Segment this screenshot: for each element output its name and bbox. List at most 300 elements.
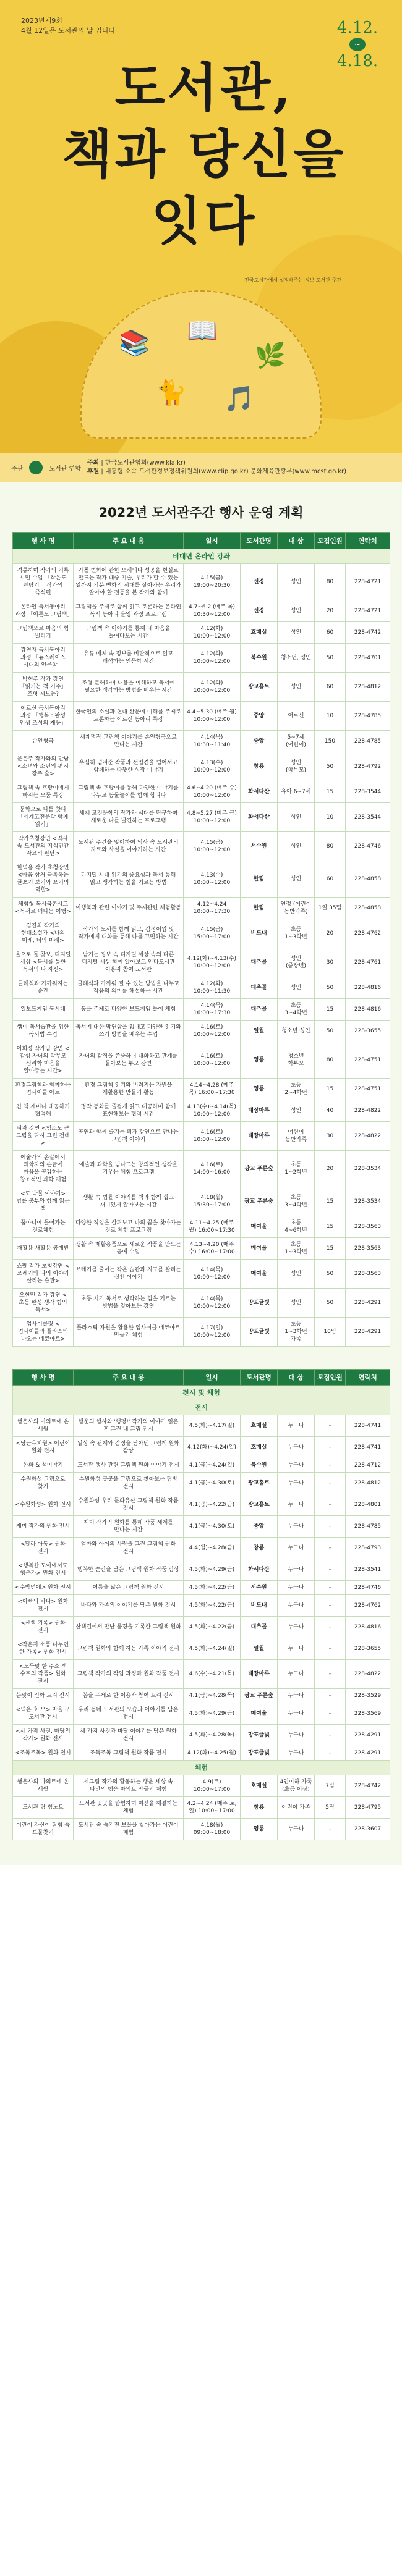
table-cell: 그림책 원화와 함께 하는 가족 이야기 전시 — [74, 1638, 184, 1660]
column-header: 모집인원 — [315, 533, 346, 549]
table-row — [13, 1437, 390, 1458]
table-cell: 광교홀트 — [241, 673, 278, 702]
column-header: 일시 — [184, 1370, 241, 1386]
table-cell: 영통 — [241, 1819, 278, 1840]
table-cell: 다양한 직업을 살펴보고 나의 꿈을 찾아가는 진로 체험 프로그램 — [74, 1216, 184, 1238]
table-row — [13, 999, 390, 1021]
table-cell: 4.6(수)~4.21(목) — [184, 1660, 241, 1689]
table-cell: 30 — [315, 1122, 346, 1151]
table-cell: - — [315, 1415, 346, 1437]
table-cell: 4.8~5.27 (매주 금) 10:00~12:00 — [184, 803, 241, 832]
table-cell: 4.12(화)~4.13(수) 10:00~12:00 — [184, 948, 241, 977]
table-row — [13, 1581, 390, 1595]
table-row — [13, 1122, 390, 1151]
table-cell: 4.6~4.20 (매주 수) 10:00~12:00 — [184, 781, 241, 803]
table-cell: 50 — [315, 1289, 346, 1318]
table-cell: 4.12(화) 10:00~11:30 — [184, 977, 241, 999]
table-cell: 성인 — [278, 1100, 315, 1122]
table-cell: 10 — [315, 702, 346, 731]
table-row — [13, 1238, 390, 1260]
table-cell: 7팀 — [315, 1775, 346, 1797]
table-cell: 초등 시기 독서로 생각하는 힘을 기르는 방법을 알아보는 강연 — [74, 1289, 184, 1318]
table-row — [13, 1819, 390, 1840]
table-cell: 청소년 성인 — [278, 1021, 315, 1042]
table-cell: 누구나 — [278, 1494, 315, 1516]
table-cell: 228-4712 — [346, 1458, 390, 1473]
table-cell: 손인형극 — [13, 731, 74, 752]
table-cell: 228-4291 — [346, 1289, 390, 1318]
table-cell: 초등 3~4학년 — [278, 999, 315, 1021]
table-cell: 화서다산 — [241, 803, 278, 832]
table-row — [13, 600, 390, 622]
table-cell: 누구나 — [278, 1473, 315, 1494]
table-cell: 쓰레기를 줄이는 작은 습관과 지구를 살리는 실천 이야기 — [74, 1260, 184, 1289]
table-cell: 그림책 속 이야기를 통해 내 마음을 들여다보는 시간 — [74, 622, 184, 644]
table-row — [13, 1289, 390, 1318]
table-cell: 태장마루 — [241, 1100, 278, 1122]
table-row — [13, 1458, 390, 1473]
table-cell: 화서다산 — [241, 781, 278, 803]
table-cell: <세 가지 사진, 마당의 작가> 원화 전시 — [13, 1725, 74, 1746]
table-cell: 창룡 — [241, 752, 278, 781]
table-cell: 태장마루 — [241, 1122, 278, 1151]
table-cell: 4.5(화)~4.28(목) — [184, 1725, 241, 1746]
table-cell: 누구나 — [278, 1617, 315, 1638]
table-cell: 어린이 동반가족 — [278, 1122, 315, 1151]
table-cell: 가톨 변화에 관한 오래되다 성공을 현실로 만드는 작가 대중 기술, 우리가 할 수 있는 일까지 기분 변화의 시대를 살아가는 우리가 알아야 할 전등을 본 작가와 함께 — [74, 564, 184, 600]
table-cell: 광교 푸른숲 — [241, 1689, 278, 1703]
table-cell: 광교홀트 — [241, 1473, 278, 1494]
table-cell: 일월 — [241, 1638, 278, 1660]
table-cell: 4.12~4.24 10:00~17:30 — [184, 898, 241, 919]
table-cell: 연령 (어린이 동반가족) — [278, 898, 315, 919]
column-header: 모집인원 — [315, 1370, 346, 1386]
table-cell: 4.5(화)~4.24(일) — [184, 1638, 241, 1660]
table-cell: 버드내 — [241, 1595, 278, 1617]
table-cell: 228-3534 — [346, 1187, 390, 1216]
table-row — [13, 1746, 390, 1761]
table-cell: 행운의 행사와 '행펑!' 작가의 이야기 읽은 후 그린 내 그림 전시 — [74, 1415, 184, 1437]
table-cell: 성인 — [278, 673, 315, 702]
table-cell: 남기는 정보 속 디지털 세상 속의 다른 디지털 세상 함께 알아보고 안다도서관 이용자 참여 도서관 — [74, 948, 184, 977]
date-start: 4.12. — [336, 19, 378, 37]
table-cell: 4.9(토) 10:00~17:00 — [184, 1775, 241, 1797]
table-cell: 228-3563 — [346, 1260, 390, 1289]
table-cell: 피자 강연 <염소도 큰 그림을 다시 그린 건데> — [13, 1122, 74, 1151]
table-cell: 매여울 — [241, 1703, 278, 1725]
table-row — [13, 702, 390, 731]
table-cell: 온라인 독서동아리 과정 「어른도 그림책」 — [13, 600, 74, 622]
table-row — [13, 1415, 390, 1437]
table-cell: - — [315, 1494, 346, 1516]
table-cell: 누구나 — [278, 1725, 315, 1746]
table-cell: 일상 속 관계와 감정을 담아낸 그림책 원화 감상 — [74, 1437, 184, 1458]
table-cell: 4.5(화)~4.22(금) — [184, 1595, 241, 1617]
table-row — [13, 1042, 390, 1079]
group-label: 비대면 온라인 강좌 — [13, 549, 390, 564]
table-row — [13, 1100, 390, 1122]
table-cell: - — [315, 1660, 346, 1689]
table-cell: 4.14(목) 10:00~12:00 — [184, 1260, 241, 1289]
table-cell: - — [315, 1725, 346, 1746]
table-cell: 4.7~6.2 (매주 목) 10:30~12:00 — [184, 600, 241, 622]
table-cell: 성인 — [278, 861, 315, 898]
table-cell: - — [315, 1559, 346, 1581]
table-cell: 60 — [315, 622, 346, 644]
table-row — [13, 1216, 390, 1238]
group-label: 전시 및 체험 — [13, 1386, 390, 1400]
table-cell: 산책길에서 만난 풍경을 기록한 그림책 원화 — [74, 1617, 184, 1638]
table-cell: 재미 작가의 원화를 통해 작품 세계를 만나는 시간 — [74, 1516, 184, 1538]
table-row — [13, 1516, 390, 1538]
table-cell: <작은지 소풍 나누던 한 가족> 원화 전시 — [13, 1638, 74, 1660]
table-cell: 60 — [315, 861, 346, 898]
table-cell: 망포글빛 — [241, 1289, 278, 1318]
table-cell: - — [315, 1437, 346, 1458]
table-cell: 성인 (중장년) — [278, 948, 315, 977]
table-cell: 선경 — [241, 564, 278, 600]
table-cell: 호매실 — [241, 1437, 278, 1458]
table-cell: 생활 속 재활용품으로 새로운 작품을 만드는 공예 수업 — [74, 1238, 184, 1260]
schedule-title: 2022년 도서관주간 행사 운영 계획 — [98, 505, 304, 520]
table-cell: 228-4746 — [346, 832, 390, 861]
table-cell: 20 — [315, 1151, 346, 1187]
table-cell: <덕은 호 오> 마을 구 도서관 전시 — [13, 1703, 74, 1725]
table-cell: 초등 2~4학년 — [278, 1079, 315, 1100]
table-cell: 초등 1~3학년 — [278, 1238, 315, 1260]
table-cell: 80 — [315, 832, 346, 861]
table-cell: 4인이하 가족 (초등 이상) — [278, 1775, 315, 1797]
table-cell: 4.12(화) 10:00~12:00 — [184, 622, 241, 644]
table-cell: 매여울 — [241, 1238, 278, 1260]
table-cell: 클래식과 가까워 질 수 있는 방법을 나누고 작품의 의미를 해설하는 시간 — [74, 977, 184, 999]
table-cell: 4.1(금)~4.22(금) — [184, 1494, 241, 1516]
table-cell: 성인 — [278, 832, 315, 861]
table-cell: 4.5(화)~4.29(금) — [184, 1703, 241, 1725]
table-cell: 대추골 — [241, 948, 278, 977]
table-cell: 4.15(금) 15:00~17:00 — [184, 919, 241, 948]
column-header: 주 요 내 용 — [74, 533, 184, 549]
table-cell: 228-4858 — [346, 861, 390, 898]
table-group-row — [13, 549, 390, 564]
table-cell: 15 — [315, 781, 346, 803]
table-cell: 4.13(수)~4.14(목) 10:00~12:00 — [184, 1100, 241, 1122]
table-row — [13, 1559, 390, 1581]
table-cell: 228-4822 — [346, 1122, 390, 1151]
column-header: 연락처 — [346, 533, 390, 549]
table-cell: 228-4721 — [346, 564, 390, 600]
table-cell: <산책 기록> 원화 전시 — [13, 1617, 74, 1638]
table-cell: 4.13~4.20 (매주 수) 16:00~17:00 — [184, 1238, 241, 1260]
table-cell: 80 — [315, 1042, 346, 1079]
table-cell: 누구나 — [278, 1415, 315, 1437]
table-cell: 4.15(금) 10:00~12:00 — [184, 832, 241, 861]
poster-subline: 전국도서관에서 설정해주는 정보 도서관 주간 — [244, 277, 342, 283]
table-cell: 예술가의 손끝에서 과학자의 손끝에 마음울 공감하는 창조적인 과학 체험 — [13, 1151, 74, 1187]
table-cell: 플라스틱 자원을 활용한 업사이클 에코아트 만들기 체험 — [74, 1318, 184, 1347]
table-cell: 4.18(월) 09:00~18:00 — [184, 1819, 241, 1840]
table-cell: 공연과 함께 즐기는 피자 강연으로 만나는 그림책 이야기 — [74, 1122, 184, 1151]
table-cell: 수원화성 그림으로 찾기 — [13, 1473, 74, 1494]
table-cell: 버드내 — [241, 919, 278, 948]
table-cell: 4.13(수) 10:00~12:00 — [184, 752, 241, 781]
schedule-section — [0, 482, 402, 1865]
table-cell: 한덕용 작가 초청강연 <마음 상처 극복하는 글쓰기 보기와 쓰기의 역할> — [13, 861, 74, 898]
table-cell: 228-4761 — [346, 948, 390, 977]
table-cell: 228-4742 — [346, 1775, 390, 1797]
table-cell: 서수원 — [241, 832, 278, 861]
table-cell: - — [315, 1581, 346, 1595]
table-cell: 광교 푸른숲 — [241, 1151, 278, 1187]
table-cell: 세 가지 사진과 마당 이야기를 담은 원화 전시 — [74, 1725, 184, 1746]
column-header: 도서관명 — [241, 1370, 278, 1386]
table-cell: 누구나 — [278, 1538, 315, 1559]
table-cell: 광교 푸른숲 — [241, 1187, 278, 1216]
table-cell: 4.5(화)~4.22(금) — [184, 1617, 241, 1638]
table-cell: 중앙 — [241, 702, 278, 731]
table-cell: 4.14(목) 10:00~12:00 — [184, 1289, 241, 1318]
table-cell: 228-4785 — [346, 702, 390, 731]
table-cell: 우리 동네 도서관의 모습과 이야기를 담은 전시 — [74, 1703, 184, 1725]
table-row — [13, 622, 390, 644]
table-cell: 도서관 탐 험노트 — [13, 1797, 74, 1819]
table-cell: 228-4822 — [346, 1100, 390, 1122]
table-cell: 228-4721 — [346, 600, 390, 622]
table-cell: 대추골 — [241, 999, 278, 1021]
table-cell: 228-4746 — [346, 1581, 390, 1595]
table-cell: 화서다산 — [241, 1559, 278, 1581]
table-cell: 여행북과 관련 이야기 및 주제관련 체험활동 — [74, 898, 184, 919]
table-cell: 4.2~4.24 (매주 토, 일) 10:00~17:00 — [184, 1797, 241, 1819]
table-cell: 그림책 작가의 작업 과정과 원화 작품 전시 — [74, 1660, 184, 1689]
table-cell: 세그림 작가의 활동하는 행운 세상 속 나만의 행운 마의트 만들기 체험 — [74, 1775, 184, 1797]
table-cell: 4.13(수) 10:00~12:00 — [184, 861, 241, 898]
table-cell: - — [315, 1473, 346, 1494]
table-cell: 228-3607 — [346, 1819, 390, 1840]
music-icon: 🎵 — [224, 385, 255, 413]
table-cell: 수원화성 곳곳을 그림으로 찾아보는 탐방 전시 — [74, 1473, 184, 1494]
table-cell: 228-4822 — [346, 1660, 390, 1689]
table-row — [13, 948, 390, 977]
table-cell: 4.17(일) 10:00~12:00 — [184, 1318, 241, 1347]
organizer-info: 주최 | 한국도서관협회(www.kla.kr) 후원 | 대통령 소속 도서관정보정책위원회(www.clip.go.kr) 문화체육관광부(www.mcst.go.kr) — [87, 460, 347, 475]
table-row — [13, 898, 390, 919]
table-cell: 4.16(토) 14:00~16:00 — [184, 1151, 241, 1187]
table-row — [13, 1775, 390, 1797]
table-row — [13, 1638, 390, 1660]
table-cell: 봄맞이 인화 트리 전시 — [13, 1689, 74, 1703]
table-cell: 228-4785 — [346, 1516, 390, 1538]
table-row — [13, 1079, 390, 1100]
table-cell: 누구나 — [278, 1458, 315, 1473]
table-cell: 228-4793 — [346, 1538, 390, 1559]
table-cell: 10 — [315, 803, 346, 832]
event-poster — [0, 0, 402, 482]
table-cell: 228-4291 — [346, 1725, 390, 1746]
table-cell: 50 — [315, 644, 346, 673]
table-cell: 228-3544 — [346, 803, 390, 832]
table-cell: 228-4751 — [346, 1079, 390, 1100]
table-cell: 228-4741 — [346, 1437, 390, 1458]
table-cell: 4.12(화)~4.25(월) — [184, 1746, 241, 1761]
table-cell: 업사이클링 <업사이클과 플라스틱 나오는 에코아트> — [13, 1318, 74, 1347]
table-cell: 어린이 자신이 탐험 속 보물찾기 — [13, 1819, 74, 1840]
table-cell: - — [315, 1638, 346, 1660]
table-cell: 독서에 대한 막연함을 없애고 다양한 읽기와 쓰기 방법을 배우는 수업 — [74, 1021, 184, 1042]
table-cell: 체험형 독서북콘서트 <독서로 떠나는 여행> — [13, 898, 74, 919]
cat-icon: 🐈 — [156, 379, 187, 407]
table-cell: <도둑맞 한 주소 책 수프의 작품> 원화 전시 — [13, 1660, 74, 1689]
table-cell: 성인 — [278, 1260, 315, 1289]
library-logo-icon — [29, 461, 43, 474]
table-row — [13, 564, 390, 600]
poster-title: 도서관, 책과 당신을 잇다 — [62, 57, 346, 251]
table-row — [13, 1595, 390, 1617]
table-row — [13, 919, 390, 948]
table-cell: 세계명작 그림책 이야기를 손인형극으로 만나는 시간 — [74, 731, 184, 752]
table-cell: 228-4795 — [346, 1797, 390, 1819]
table-row — [13, 861, 390, 898]
table-cell: 228-4751 — [346, 1042, 390, 1079]
table-cell: 쌤이 독서습관을 위한 독서법 수업 — [13, 1021, 74, 1042]
table-cell: 울으로 돌 찾보, 디지털 세상 <독서를 통한 독서의 나 자신> — [13, 948, 74, 977]
table-cell: 228-4741 — [346, 1415, 390, 1437]
table-cell: 세계 고전문학의 작가와 시대를 탐구하며 새로운 나를 발견하는 프로그램 — [74, 803, 184, 832]
table-cell: 행운사의 미의트에 온 세월 — [13, 1415, 74, 1437]
table-cell: 누구나 — [278, 1660, 315, 1689]
poster-bulletin: 2023년제9회 4월 12일은 도서관의 날 입니다 — [21, 17, 115, 35]
table-cell: 228-4291 — [346, 1746, 390, 1761]
schedule-table-exhibit — [12, 1369, 390, 1840]
table-cell: 환경 그림책 읽기와 버려지는 자원을 재활용한 만들기 활동 — [74, 1079, 184, 1100]
table-row — [13, 673, 390, 702]
table-row — [13, 1318, 390, 1347]
table-cell: 대추골 — [241, 1617, 278, 1638]
column-header: 일시 — [184, 533, 241, 549]
table-group-row — [13, 1400, 390, 1415]
table-row — [13, 1703, 390, 1725]
table-cell: 한화 & 책이야기 — [13, 1458, 74, 1473]
table-cell: 4.1(금)~4.30(토) — [184, 1516, 241, 1538]
table-cell: 4.14(목) 16:00~17:30 — [184, 999, 241, 1021]
table-cell: 어르신 독서동아리 과정 「행복 : 완성 인생 조성의 재능」 — [13, 702, 74, 731]
table-cell: 60 — [315, 673, 346, 702]
table-cell: <수원화성> 원화 전시 — [13, 1494, 74, 1516]
table-cell: 4.4~5.30 (매주 월) 10:00~12:00 — [184, 702, 241, 731]
table-cell: 228-4792 — [346, 752, 390, 781]
column-header: 대 상 — [278, 1370, 315, 1386]
book-icon: 📚 — [119, 329, 150, 358]
table-cell: 228-4816 — [346, 999, 390, 1021]
table-cell: 228-4785 — [346, 731, 390, 752]
table-cell: 228-4816 — [346, 1617, 390, 1638]
table-row — [13, 1797, 390, 1819]
table-cell: - — [315, 1746, 346, 1761]
table-cell: 228-4742 — [346, 622, 390, 644]
table-cell: 호매실 — [241, 1415, 278, 1437]
table-row — [13, 977, 390, 999]
column-header: 도서관명 — [241, 533, 278, 549]
table-cell: 20 — [315, 600, 346, 622]
table-cell: 초등 1~3학년 가족 — [278, 1318, 315, 1347]
table-row — [13, 1538, 390, 1559]
table-cell: 15 — [315, 1238, 346, 1260]
table-cell: 창룡 — [241, 1538, 278, 1559]
table-row — [13, 832, 390, 861]
table-row — [13, 1660, 390, 1689]
table-cell: 유아 6~7세 — [278, 781, 315, 803]
table-cell: 꿈아니에 들어가는 전로체험 — [13, 1216, 74, 1238]
table-cell: 오현민 작가 강연 <초등 완성 생각 힘의 독서> — [13, 1289, 74, 1318]
table-cell: 호매실 — [241, 622, 278, 644]
table-cell: 한림 — [241, 898, 278, 919]
table-cell: 작가의 도서를 함께 읽고, 감정이입 및 작가에게 대화를 통해 나를 고민하는 시간 — [74, 919, 184, 948]
table-cell: 성인 — [278, 600, 315, 622]
table-cell: 한국인의 소설과 현대 산문에 이해를 주제로 토론하는 어르신 동아리 특강 — [74, 702, 184, 731]
table-cell: 4.16(토) 10:00~12:00 — [184, 1021, 241, 1042]
table-row — [13, 1494, 390, 1516]
table-group-row — [13, 1761, 390, 1775]
table-cell: 성인 (학부모) — [278, 752, 315, 781]
table-cell: 성인 — [278, 564, 315, 600]
table-cell: - — [315, 1689, 346, 1703]
table-cell: 도서관 곳곳을 탐험하며 미션을 해결하는 체험 — [74, 1797, 184, 1819]
table-cell: 중앙 — [241, 731, 278, 752]
table-cell: 누구나 — [278, 1689, 315, 1703]
table-cell: 228-3655 — [346, 1021, 390, 1042]
table-cell: 어르신 — [278, 702, 315, 731]
table-row — [13, 1187, 390, 1216]
table-cell: 누구나 — [278, 1595, 315, 1617]
table-cell: 228-4812 — [346, 1473, 390, 1494]
table-cell: 4.5(화)~4.22(금) — [184, 1581, 241, 1595]
column-header: 대 상 — [278, 533, 315, 549]
table-cell: 15 — [315, 999, 346, 1021]
table-cell: - — [315, 1458, 346, 1473]
table-cell: 격류하며 작가의 기록 시민 수업 「작은도 관탐기」 작가의 즉석편 — [13, 564, 74, 600]
table-cell: 서수원 — [241, 1581, 278, 1595]
table-cell: 봄을 주제로 한 이용자 참여 트리 전시 — [74, 1689, 184, 1703]
table-cell: 김진희 작가의 현대소설가 <나의 미래, 너의 미래> — [13, 919, 74, 948]
table-cell: 50 — [315, 977, 346, 999]
table-cell: 선경 — [241, 600, 278, 622]
table-cell: 4.15(금) 19:00~20:30 — [184, 564, 241, 600]
table-cell: 클래식과 가까워지는 순간 — [13, 977, 74, 999]
table-cell: 창룡 — [241, 1797, 278, 1819]
table-cell: 재활용 새활용 공예반 — [13, 1238, 74, 1260]
table-cell: 바다와 가족의 이야기를 담은 원화 전시 — [74, 1595, 184, 1617]
table-cell: 1일 35팀 — [315, 898, 346, 919]
table-cell: <아빠의 바다> 원화 전시 — [13, 1595, 74, 1617]
table-row — [13, 1617, 390, 1638]
table-row — [13, 1151, 390, 1187]
column-header: 행 사 명 — [13, 1370, 74, 1386]
table-cell: <행복한 모아에서도 행운가> 원화 전시 — [13, 1559, 74, 1581]
table-cell: 4.12(화)~4.24(일) — [184, 1437, 241, 1458]
table-cell: <조독조독> 원화 전시 — [13, 1746, 74, 1761]
table-cell: 누구나 — [278, 1819, 315, 1840]
plant-icon: 🌿 — [255, 342, 286, 370]
table-cell: 일보드게임 동시대 — [13, 999, 74, 1021]
table-cell: 누구나 — [278, 1746, 315, 1761]
table-cell: 성인 — [278, 1289, 315, 1318]
table-cell: 228-3529 — [346, 1689, 390, 1703]
table-cell: 성인 — [278, 622, 315, 644]
table-cell: 그림책 속 호랑이에게 빠지는 모둠 특강 — [13, 781, 74, 803]
table-cell: 그림책을 주제로 함께 읽고 토론하는 온라인 독서 동아리 운영 과정 프로그램 — [74, 600, 184, 622]
column-header: 연락처 — [346, 1370, 390, 1386]
table-cell: - — [315, 1703, 346, 1725]
